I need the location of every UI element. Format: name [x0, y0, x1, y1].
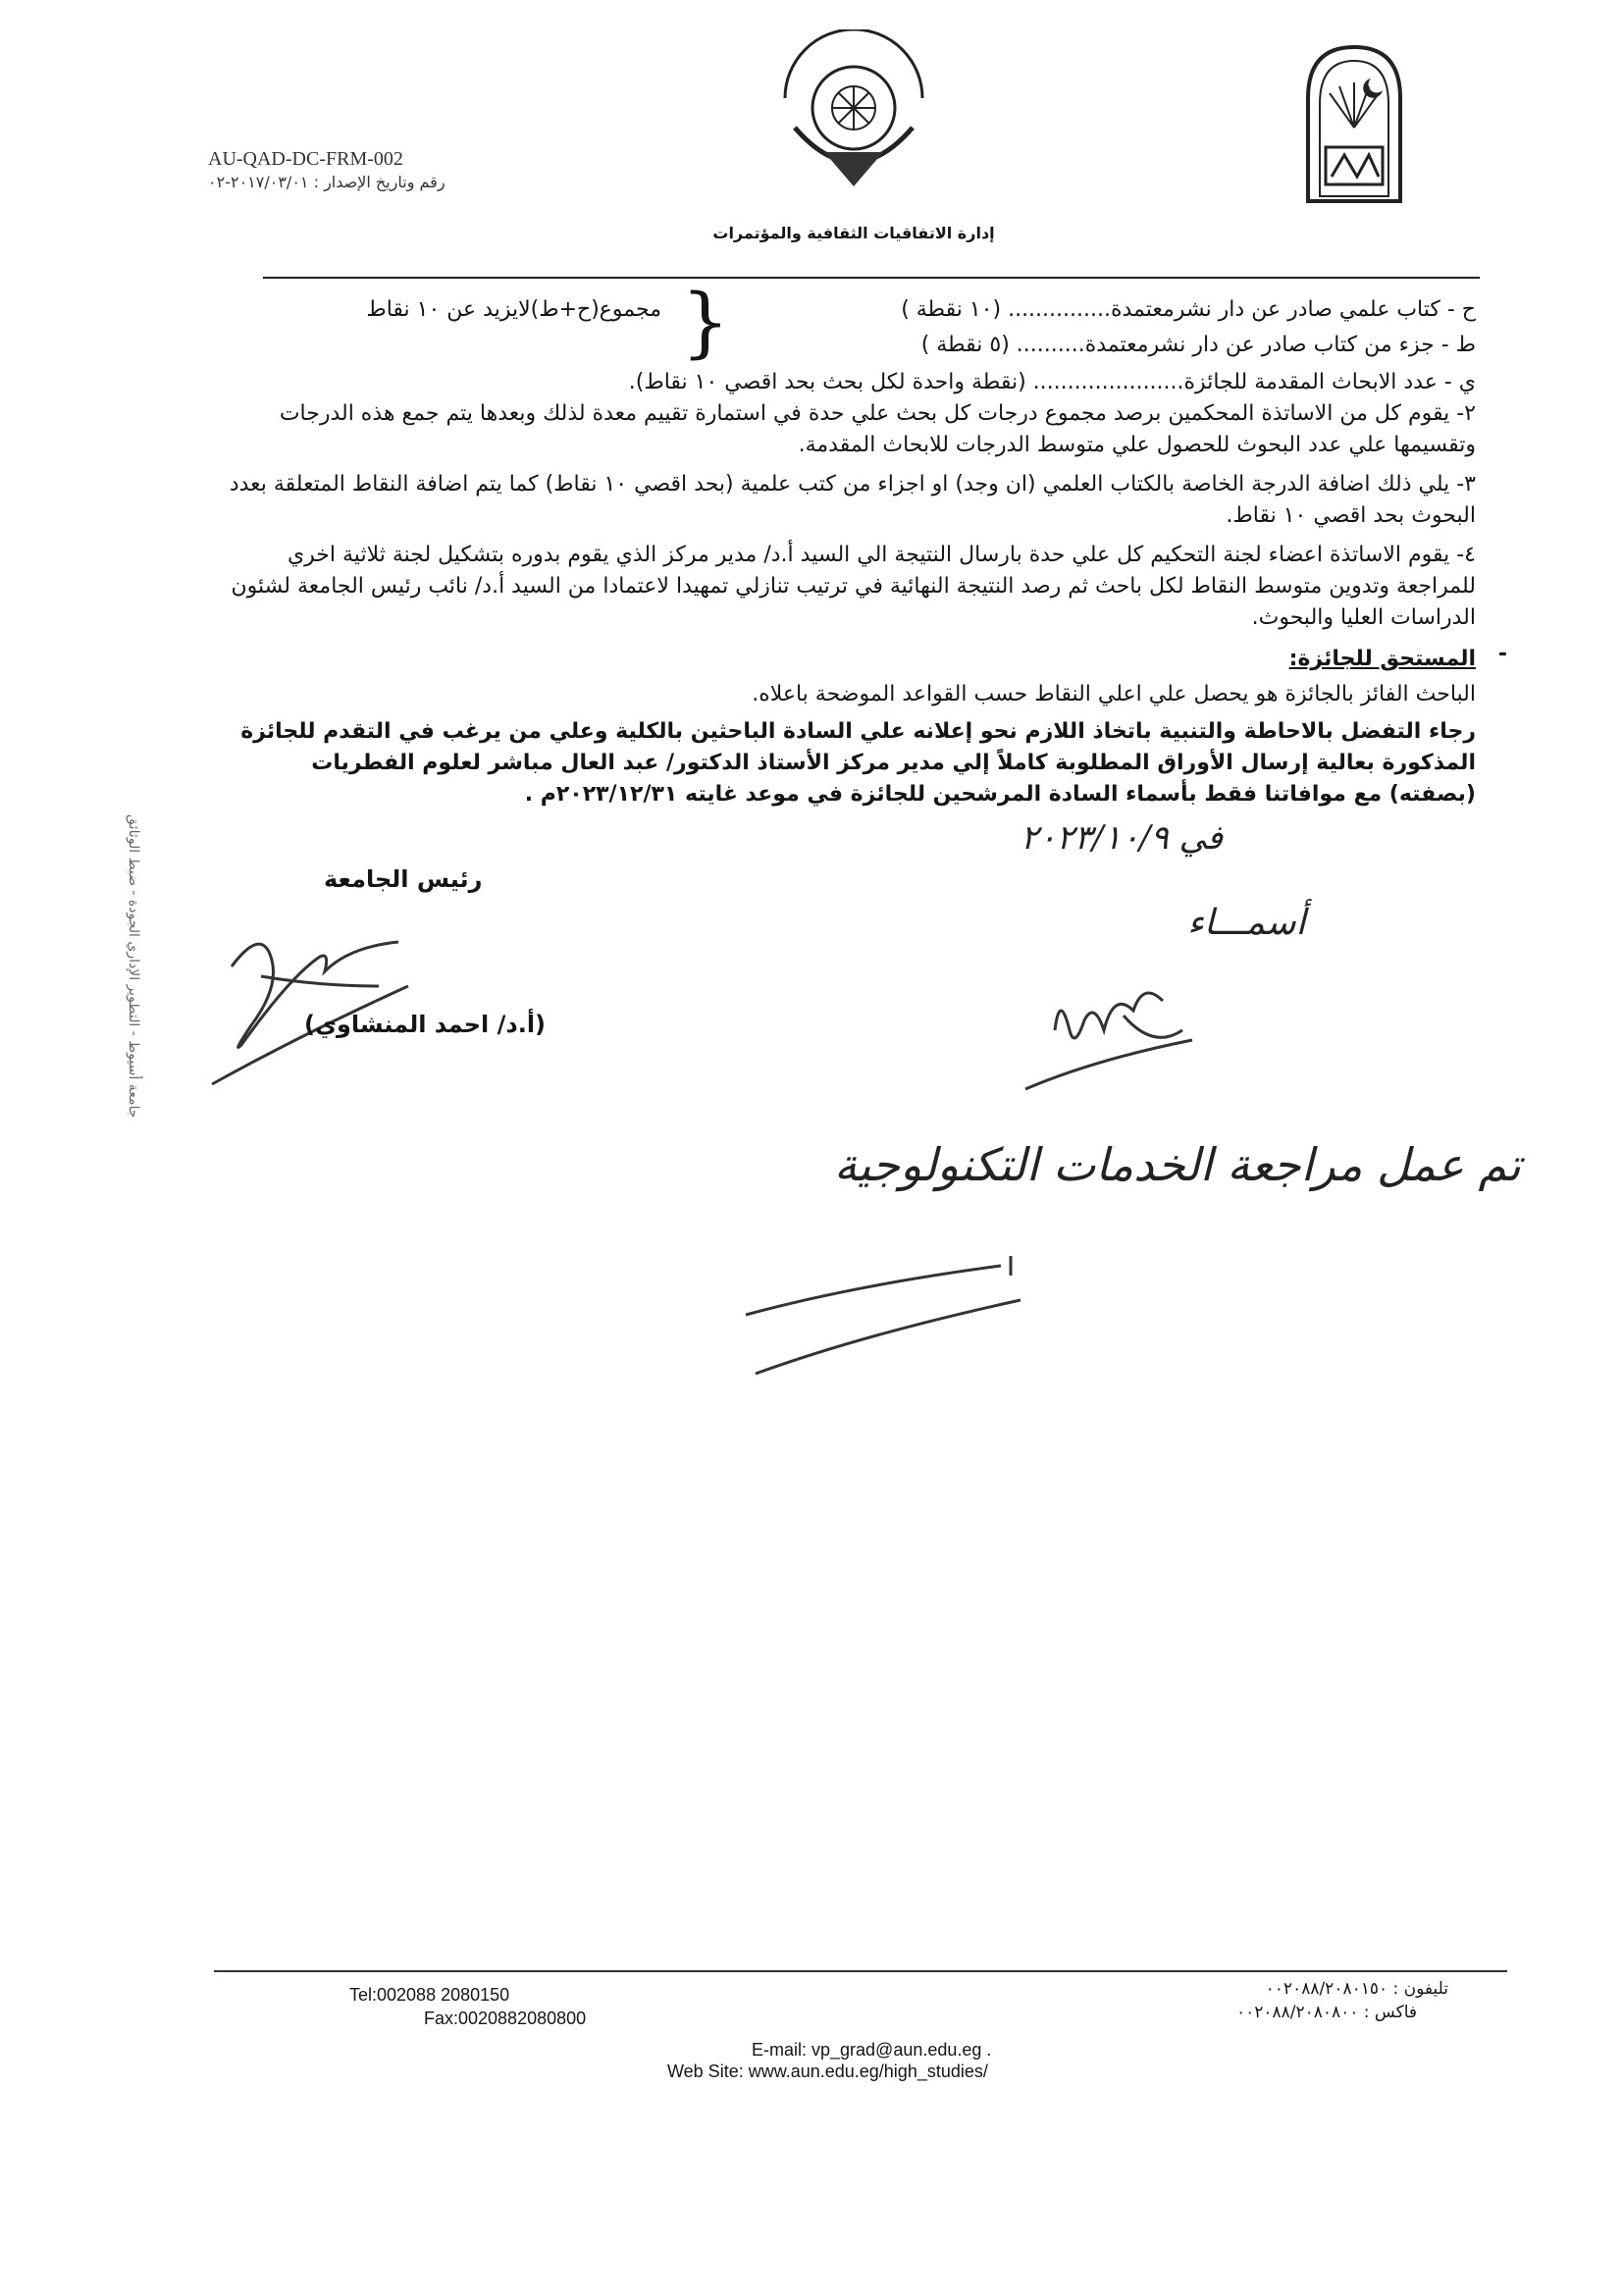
header-divider — [263, 277, 1480, 279]
item-y: ي - عدد الابحاث المقدمة للجائزة...................... (نقطة واحدة لكل بحث بحد اقصي ١٠ نقاط). — [628, 370, 1476, 394]
item-t: ط - جزء من كتاب صادر عن دار نشرمعتمدة.......... (٥ نقطة ) — [920, 333, 1476, 357]
point-4: ٤- يقوم الاساتذة اعضاء لجنة التحكيم كل علي حدة بارسال النتيجة الي السيد أ.د/ مدير مركز الذي يقوم بدوره بتشكيل لجنة ثلاثية اخري للمراجعة وتدوين متوسط النقاط لكل باحث ثم رصد النتيجة النهائية في ترتيب تنازلي تمهيدا لاعتمادا من السيد أ.د/ نائب رئيس الجامعة لشئون الدراسات العليا والبحوث. — [231, 543, 1476, 630]
university-logo — [1300, 39, 1408, 206]
footer-divider — [214, 1970, 1507, 1972]
footer-tel-en: Tel:002088 2080150 — [349, 1985, 510, 2005]
president-name: (أ.د/ احمد المنشاوي) — [304, 1011, 547, 1038]
footer-fax-en: Fax:0020882080800 — [424, 2009, 587, 2028]
university-logo-graphic — [1300, 39, 1408, 206]
president-signature — [202, 917, 428, 1094]
footer-email[interactable]: E-mail: vp_grad@aun.edu.eg . — [752, 2040, 992, 2060]
handwritten-date: في ٢٠٢٣/١٠/٩ — [1021, 818, 1224, 858]
footer-website[interactable]: Web Site: www.aun.edu.eg/high_studies/ — [667, 2061, 988, 2081]
margin-note: جامعة أسيوط - التطوير الإداري الجودة - ضبط الوثائق — [126, 814, 141, 1119]
item-h: ح - كتاب علمي صادر عن دار نشرمعتمدة............... (١٠ نقطة ) — [901, 297, 1476, 322]
grouping-brace: { — [681, 279, 730, 367]
issue-date: رقم وتاريخ الإصدار : ٢٠١٧/٠٣/٠١-٠٢ — [208, 173, 445, 191]
eligible-text: الباحث الفائز بالجائزة هو يحصل علي اعلي النقاط حسب القواعد الموضحة باعلاه. — [752, 682, 1476, 706]
form-code: AU-QAD-DC-FRM-002 — [208, 148, 403, 170]
approval-signature-graphic — [1016, 971, 1202, 1099]
brace-note: مجموع(ح+ط)لايزيد عن ١٠ نقاط — [366, 297, 661, 322]
eligible-heading: المستحق للجائزة: — [1288, 647, 1476, 671]
signature-title: رئيس الجامعة — [324, 865, 483, 893]
approval-signature — [1016, 971, 1202, 1099]
handwritten-note: تم عمل مراجعة الخدمات التكنولوجية — [834, 1138, 1521, 1191]
reviewer-signature — [716, 1246, 1040, 1383]
reviewer-signature-graphic — [716, 1246, 1040, 1383]
point-2: ٢- يقوم كل من الاساتذة المحكمين برصد مجموع درجات كل بحث علي حدة في استمارة تقييم معدة لذلك وبعدها يتم جمع هذه الدرجات وتقسيمها علي عدد البحوث للحصول علي متوسط الدرجات للابحاث المقدمة. — [279, 401, 1476, 457]
department-logo-graphic — [756, 29, 952, 216]
request-text: رجاء التفضل بالاحاطة والتنبية باتخاذ اللازم نحو إعلانه علي السادة الباحثين بالكلية وعلي من يرغب في التقدم للجائزة المذكورة بعالية إرسال الأوراق المطلوبة كاملاً إلي مدير مركز الأستاذ الدكتور/ عبد العال مباشر لعلوم الفطريات (بصفته) مع موافاتنا فقط بأسماء السادة المرشحين للجائزة في موعد غايته ٢٠٢٣/١٢/٣١م . — [240, 719, 1476, 807]
department-name: إدارة الاتفاقيات الثقافية والمؤتمرات — [712, 224, 995, 242]
form-code-block — [208, 147, 445, 194]
department-logo — [756, 29, 952, 216]
president-signature-graphic — [202, 917, 428, 1094]
footer-tel-ar: تليفون : ٠٠٢٠٨٨/٢٠٨٠١٥٠ — [1265, 1979, 1448, 1999]
dash-bullet: - — [1497, 642, 1507, 666]
footer-fax-ar: فاكس : ٠٠٢٠٨٨/٢٠٨٠٨٠٠ — [1235, 2003, 1417, 2022]
handwritten-name: أسمـــاء — [1187, 903, 1306, 943]
point-3: ٣- يلي ذلك اضافة الدرجة الخاصة بالكتاب العلمي (ان وجد) او اجزاء من كتب علمية (بحد اقصي ١٠ نقاط) كما يتم اضافة النقاط المتعلقة بعدد البحوث بحد اقصي ١٠ نقاط. — [229, 472, 1476, 528]
